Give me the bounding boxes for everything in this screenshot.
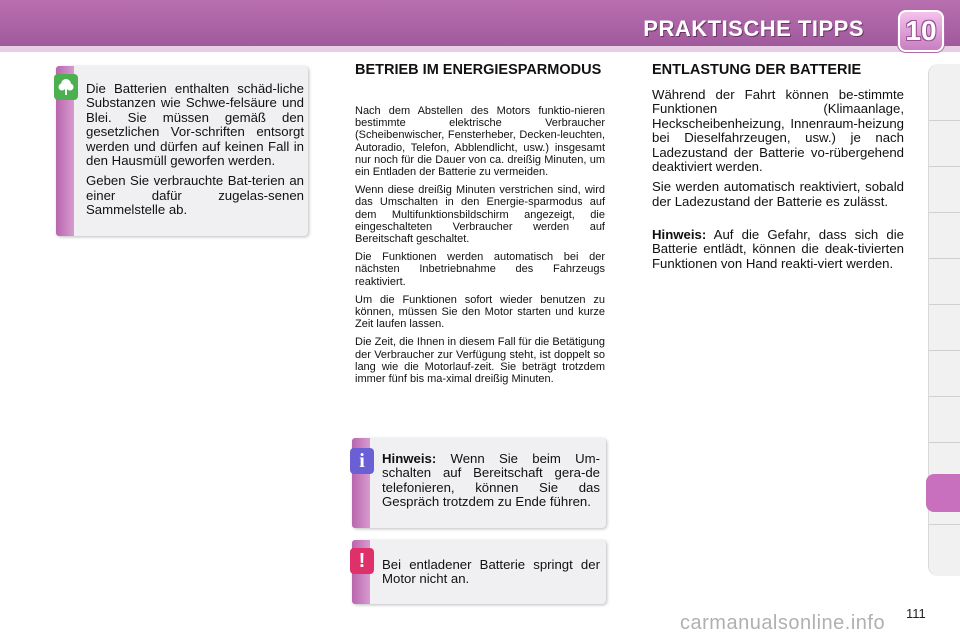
battery-relief-note: [652, 228, 904, 271]
chapter-tab-active[interactable]: [926, 474, 960, 512]
note-label: Hinweis:: [652, 227, 707, 242]
paragraph: Die Zeit, die Ihnen in diesem Fall für die Betätigung der Verbraucher zur Verfügung steht, ist doppelt so lang wie die Motorlauf-zeit. Sie beträgt trotzdem immer fünf bis ma-ximal dreißig Minuten.: [355, 336, 605, 386]
environment-note: [56, 66, 308, 236]
tab-divider: [929, 166, 960, 167]
info-note: [352, 438, 606, 528]
note-label: Hinweis:: [382, 451, 437, 466]
paragraph: Die Funktionen werden automatisch bei der nächsten Inbetriebnahme des Fahrzeugs reaktiviert.: [355, 251, 605, 288]
warning-note: [352, 540, 606, 604]
energy-saving-text: [355, 105, 605, 385]
tree-icon: [54, 74, 78, 100]
paragraph: Geben Sie verbrauchte Bat-terien an einer dafür zugelas-senen Sammelstelle ab.: [86, 173, 304, 218]
section-heading-energy-saving: BETRIEB IM ENERGIESPARMODUS: [355, 62, 602, 78]
paragraph: Die Batterien enthalten schäd-liche Substanzen wie Schwe-felsäure und Blei. Sie müssen gemäß den gesetzlichen Vor-schriften entsorgt werden und dürfen auf keinen Fall in den Hausmüll geworfen werden.: [86, 81, 304, 169]
watermark: carmanualsonline.info: [680, 612, 886, 634]
tab-divider: [929, 442, 960, 443]
page-title: PRAKTISCHE TIPPS: [643, 16, 864, 41]
note-body: Wenn Sie beim Um-schalten auf Bereitschaft gera-de telefonieren, können Sie das Gespräch trotzdem zu Ende führen.: [382, 451, 600, 510]
tab-divider: [929, 524, 960, 525]
note-body: Auf die Gefahr, dass sich die Batterie entlädt, können die deak-tivierten Funktionen von Hand reakti-viert werden.: [652, 227, 905, 271]
info-icon: i: [350, 448, 374, 474]
tab-divider: [929, 350, 960, 351]
environment-note-text: [86, 82, 304, 218]
chapter-badge: [898, 10, 944, 52]
tab-divider: [929, 120, 960, 121]
paragraph: Während der Fahrt können be-stimmte Funktionen (Klimaanlage, Heckscheibenheizung, Innenraum-heizung bei Dieselfahrzeugen, usw.) je nach Ladezustand der Batterie vo-rübergehend deaktiviert werden.: [652, 87, 904, 175]
info-note-text: [382, 452, 600, 510]
paragraph: Sie werden automatisch reaktiviert, sobald der Ladezustand der Batterie es zulässt.: [652, 179, 904, 209]
page-number: 111: [906, 606, 926, 621]
tab-divider: [929, 304, 960, 305]
warning-note-text: Bei entladener Batterie springt der Motor nicht an.: [382, 557, 600, 587]
tab-divider: [929, 396, 960, 397]
tab-divider: [929, 258, 960, 259]
chapter-number: 10: [905, 15, 937, 46]
header-underline: [0, 46, 960, 52]
paragraph: Um die Funktionen sofort wieder benutzen zu können, müssen Sie den Motor starten und kurze Zeit laufen lassen.: [355, 293, 605, 331]
section-heading-battery-relief: ENTLASTUNG DER BATTERIE: [652, 62, 862, 78]
exclamation-icon: !: [350, 548, 374, 574]
paragraph: Nach dem Abstellen des Motors funktio-nieren bestimmte elektrische Verbraucher (Scheibenwischer, Fensterheber, Decken-leuchten, Autoradio, Telefon, Abblendlicht, usw.) insgesamt nur noch für die Dauer von ca. dreißig Minuten, um ein Entladen der Batterie zu vermeiden.: [355, 105, 605, 179]
tab-divider: [929, 212, 960, 213]
paragraph: Wenn diese dreißig Minuten verstrichen sind, wird das Umschalten in den Energie-sparmodus auf dem Multifunktionsbildschirm angezeigt, die eingeschalteten Verbraucher werden auf Bereitschaft geschaltet.: [355, 184, 605, 246]
battery-relief-text: [652, 88, 904, 209]
